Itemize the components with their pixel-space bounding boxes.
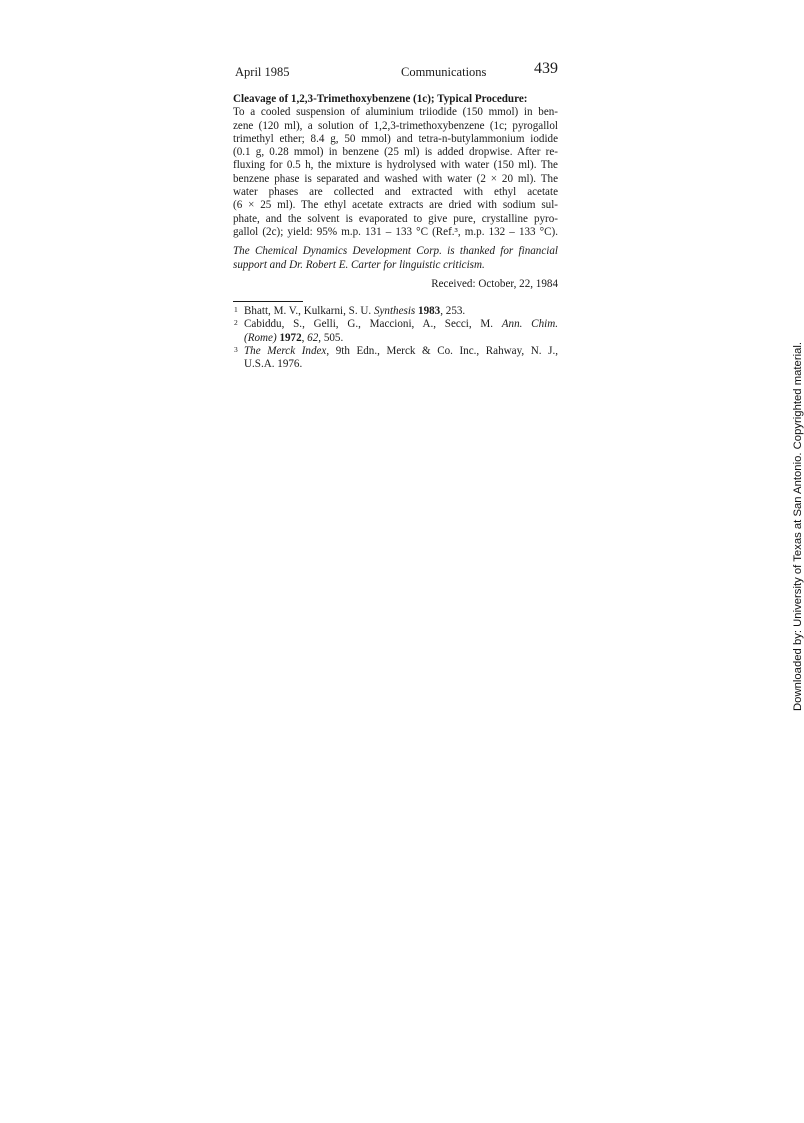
- reference-item: [233, 345, 558, 372]
- reference-journal: Ann. Chim.: [501, 318, 558, 331]
- reference-year: 1972: [279, 331, 302, 344]
- reference-journal: (Rome): [244, 331, 277, 344]
- procedure-line: water phases are collected and extracted with ethyl acetate: [233, 186, 558, 199]
- page-header: [233, 60, 558, 82]
- procedure-line: (0.1 g, 0.28 mmol) in benzene (25 ml) is added dropwise. After re-: [233, 146, 558, 159]
- reference-line: (Rome) 1972, 62, 505.: [244, 331, 344, 344]
- reference-pages: , 505.: [318, 331, 344, 344]
- procedure-line: (6 × 25 ml). The ethyl acetate extracts are dried with sodium sul-: [233, 199, 558, 212]
- reference-number: 2: [234, 318, 238, 328]
- reference-line: [244, 305, 558, 318]
- reference-journal: Synthesis: [373, 305, 416, 318]
- issue-date: April 1985: [235, 65, 290, 79]
- reference-line: U.S.A. 1976.: [244, 358, 303, 371]
- procedure-line: benzene phase is separated and washed with water (2 × 20 ml). The: [233, 172, 558, 185]
- reference-item: [233, 318, 558, 345]
- reference-line: [244, 345, 558, 358]
- procedure-line: trimethyl ether; 8.4 g, 50 mmol) and tetra-n-butylammonium iodide: [233, 132, 558, 145]
- reference-volume: 62: [307, 331, 319, 344]
- reference-details: , 9th Edn., Merck & Co. Inc., Rahway, N. J.,: [326, 345, 558, 358]
- download-watermark: Downloaded by: University of Texas at San Antonio. Copyrighted material.: [792, 341, 804, 711]
- reference-title: The Merck Index: [244, 345, 327, 358]
- article-page: [233, 60, 558, 372]
- reference-list: [233, 305, 558, 371]
- procedure-line: phate, and the solvent is evaporated to give pure, crystalline pyro-: [233, 212, 558, 225]
- reference-pages: , 253.: [440, 305, 466, 318]
- procedure-heading: Cleavage of 1,2,3-Trimethoxybenzene (1c); Typical Procedure:: [233, 93, 528, 105]
- received-date: Received: October, 22, 1984: [431, 277, 558, 290]
- acknowledgement: [233, 245, 558, 272]
- acknowledgement-line: The Chemical Dynamics Development Corp. is thanked for financial: [233, 245, 558, 258]
- page-number: 439: [534, 60, 558, 77]
- procedure-line: zene (120 ml), a solution of 1,2,3-trimethoxybenzene (1c; pyrogallol: [233, 119, 558, 132]
- reference-year: 1983: [418, 305, 441, 318]
- procedure-section: [233, 93, 558, 239]
- acknowledgement-line: support and Dr. Robert E. Carter for linguistic criticism.: [233, 258, 485, 271]
- reference-authors: Cabiddu, S., Gelli, G., Maccioni, A., Secci, M.: [244, 318, 502, 331]
- procedure-line: To a cooled suspension of aluminium triiodide (150 mmol) in ben-: [233, 106, 558, 119]
- reference-line: [244, 318, 558, 331]
- procedure-line: gallol (2c); yield: 95% m.p. 131 – 133 °C (Ref.³, m.p. 132 – 133 °C).: [233, 225, 558, 238]
- reference-item: [233, 305, 558, 318]
- footnote-divider: [233, 301, 303, 302]
- procedure-line: fluxing for 0.5 h, the mixture is hydrolysed with water (150 ml). The: [233, 159, 558, 172]
- reference-number: 1: [234, 305, 238, 315]
- journal-section: Communications: [401, 65, 487, 79]
- reference-number: 3: [234, 345, 238, 355]
- reference-authors: Bhatt, M. V., Kulkarni, S. U.: [244, 305, 374, 318]
